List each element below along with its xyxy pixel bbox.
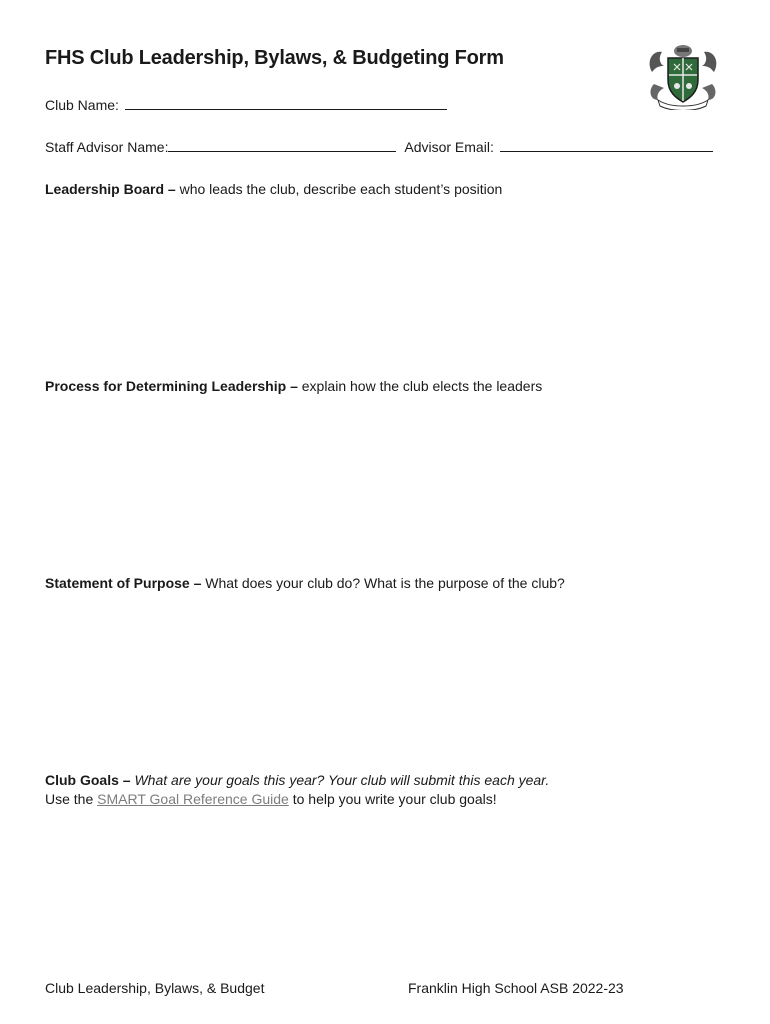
- club-name-label: Club Name:: [45, 97, 119, 113]
- advisor-email-label: Advisor Email:: [404, 139, 494, 155]
- section-heading: Statement of Purpose –: [45, 575, 202, 591]
- section-process: [45, 377, 542, 396]
- section-purpose: [45, 574, 565, 593]
- advisor-email-field[interactable]: [500, 139, 713, 152]
- advisor-name-field[interactable]: [168, 139, 396, 152]
- goals-suffix: to help you write your club goals!: [288, 791, 497, 807]
- school-crest-icon: [644, 42, 722, 110]
- goals-line-1: [45, 771, 549, 790]
- club-name-field[interactable]: [125, 97, 447, 110]
- smart-goal-guide-link[interactable]: SMART Goal Reference Guide: [97, 791, 289, 807]
- section-instructions: What does your club do? What is the purpose of the club?: [201, 575, 565, 591]
- form-title: FHS Club Leadership, Bylaws, & Budgeting Form: [45, 47, 504, 69]
- section-instructions: who leads the club, describe each student’s position: [175, 181, 503, 197]
- goals-line-2: [45, 790, 549, 809]
- section-leadership-board: [45, 180, 502, 199]
- footer-left: Club Leadership, Bylaws, & Budget: [45, 980, 265, 996]
- club-name-row: [45, 97, 447, 113]
- section-instructions: What are your goals this year? Your club will submit this each year.: [130, 772, 550, 788]
- section-heading: Club Goals –: [45, 772, 131, 788]
- section-heading: Leadership Board –: [45, 181, 176, 197]
- section-instructions: explain how the club elects the leaders: [297, 378, 543, 394]
- goals-prefix: Use the: [45, 791, 98, 807]
- section-heading: Process for Determining Leadership –: [45, 378, 298, 394]
- advisor-row: [45, 139, 713, 155]
- advisor-name-label: Staff Advisor Name:: [45, 139, 169, 155]
- footer-right: Franklin High School ASB 2022-23: [408, 980, 624, 996]
- section-goals: [45, 771, 549, 809]
